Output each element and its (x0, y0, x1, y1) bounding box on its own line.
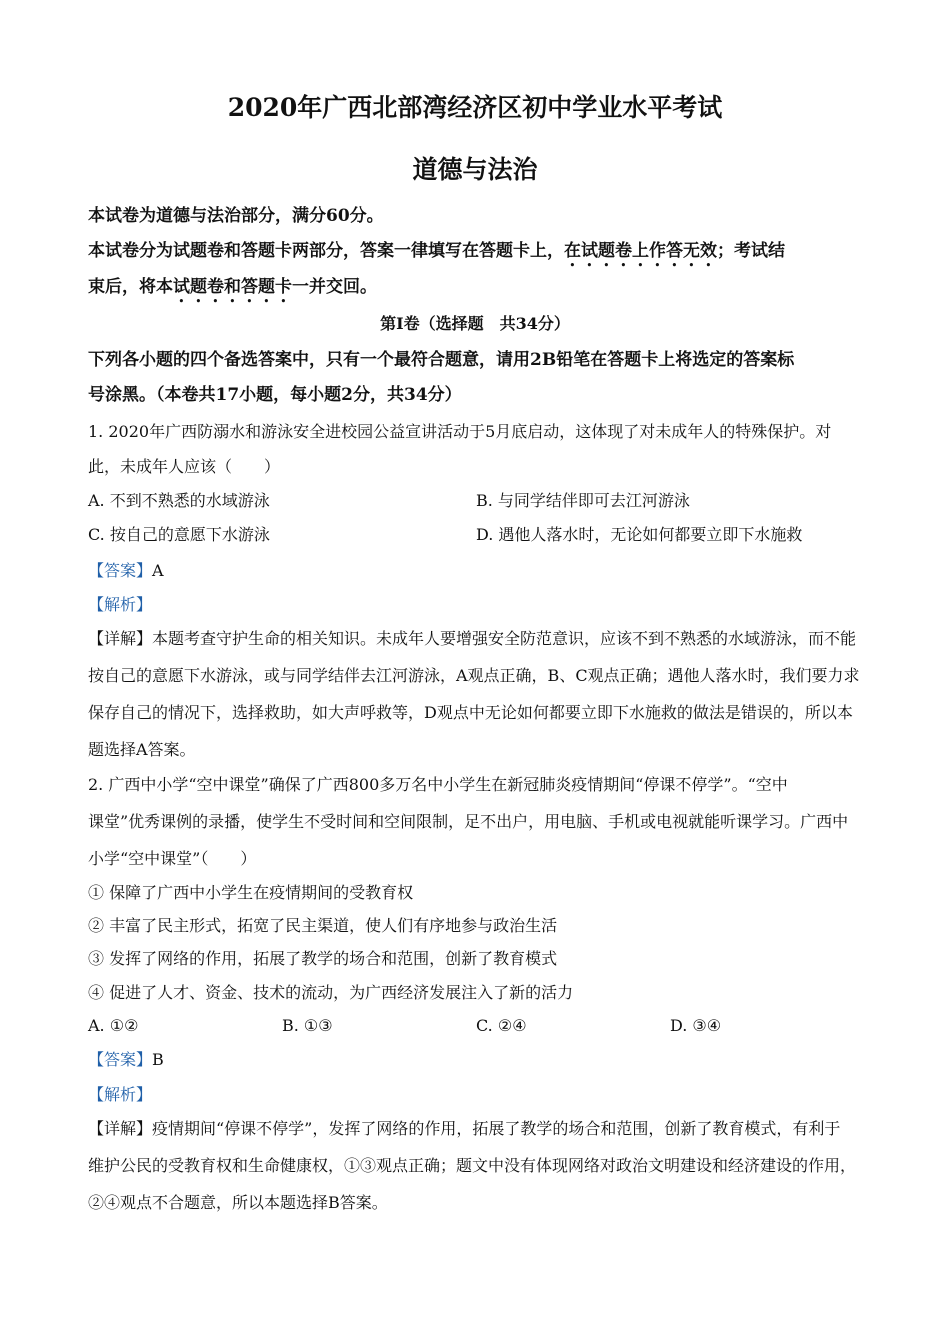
q1-detail-line-1: 【详解】本题考查守护生命的相关知识。未成年人要增强安全防范意识，应该不到不熟悉的水域游泳，而不能 (88, 629, 857, 648)
section-title: 第Ⅰ卷（选择题 共34分） (380, 314, 570, 333)
answer-label: 【答案】 (88, 561, 153, 580)
instruction-line-1: 本试卷为道德与法治部分，满分60分。 (88, 206, 384, 226)
q1-detail-line-2: 按自己的意愿下水游泳，或与同学结伴去江河游泳，A观点正确，B、C观点正确；遇他人落水时，我们要力求 (88, 666, 860, 685)
instruction-text: 束后，将本 (88, 277, 173, 297)
instruction-text: 一并交回。 (292, 277, 377, 297)
q1-stem-line-1: 1. 2020年广西防溺水和游泳安全进校园公益宣讲活动于5月底启动，这体现了对未成年人的特殊保护。对 (88, 422, 832, 441)
q2-option-b: B. ①③ (282, 1016, 333, 1035)
q2-answer (88, 1049, 868, 1071)
answer-value: A (152, 561, 164, 580)
q1-detail-line-4: 题选择A答案。 (88, 740, 196, 759)
q2-item-2: ② 丰富了民主形式，拓宽了民主渠道，使人们有序地参与政治生活 (88, 916, 558, 935)
q1-option-d: D. 遇他人落水时，无论如何都要立即下水施救 (476, 525, 803, 544)
q1-answer (88, 560, 868, 582)
q2-detail-line-1: 【详解】疫情期间“停课不停学”，发挥了网络的作用，拓展了教学的场合和范围，创新了教育模式，有利于 (88, 1119, 841, 1138)
q2-option-d: D. ③④ (670, 1016, 722, 1035)
q2-stem-line-1: 2. 广西中小学“空中课堂”确保了广西800多万名中小学生在新冠肺炎疫情期间“停课不停学”。“空中 (88, 775, 788, 794)
q2-item-1: ① 保障了广西中小学生在疫情期间的受教育权 (88, 883, 414, 902)
answer-label: 【答案】 (88, 1050, 153, 1069)
q2-option-a: A. ①② (88, 1016, 139, 1035)
q1-stem-line-2: 此，未成年人应该（ ） (88, 457, 281, 476)
instruction-line-3 (88, 276, 868, 307)
exam-title: 2020年广西北部湾经济区初中学业水平考试 (227, 93, 723, 122)
subject-title: 道德与法治 (412, 155, 538, 184)
q2-analysis-label: 【解析】 (88, 1085, 153, 1104)
q2-stem-line-2: 课堂”优秀课例的录播，使学生不受时间和空间限制，足不出户，用电脑、手机或电视就能听课学习。广西中 (88, 812, 849, 831)
q2-option-c: C. ②④ (476, 1016, 527, 1035)
section-intro-2: 号涂黑。（本卷共17小题，每小题2分，共34分） (88, 385, 462, 405)
q1-option-a: A. 不到不熟悉的水域游泳 (88, 491, 270, 510)
answer-value: B (152, 1050, 164, 1069)
q1-option-b: B. 与同学结伴即可去江河游泳 (476, 491, 690, 510)
q1-detail-line-3: 保存自己的情况下，选择救助，如大声呼救等，D观点中无论如何都要立即下水施救的做法是错误的，所以本 (88, 703, 853, 722)
q1-option-c: C. 按自己的意愿下水游泳 (88, 525, 270, 544)
instruction-text: 本试卷分为试题卷和答题卡两部分，答案一律填写在答题卡上， (88, 241, 564, 261)
q2-item-4: ④ 促进了人才、资金、技术的流动，为广西经济发展注入了新的活力 (88, 983, 574, 1002)
emphasis-text: 试题卷和答题卡 (173, 277, 292, 297)
instruction-text: ；考试结 (717, 241, 785, 261)
instruction-line-2 (88, 240, 868, 271)
q2-item-3: ③ 发挥了网络的作用，拓展了教学的场合和范围，创新了教育模式 (88, 949, 558, 968)
emphasis-text: 在试题卷上作答无效 (564, 241, 717, 261)
section-intro-1: 下列各小题的四个备选答案中，只有一个最符合题意，请用2B铅笔在答题卡上将选定的答案标 (88, 350, 795, 370)
q2-stem-line-3: 小学“空中课堂”（ ） (88, 849, 257, 868)
q2-detail-line-2: 维护公民的受教育权和生命健康权，①③观点正确；题文中没有体现网络对政治文明建设和经济建设的作用， (88, 1156, 857, 1175)
q1-analysis-label: 【解析】 (88, 595, 153, 614)
q2-detail-line-3: ②④观点不合题意，所以本题选择B答案。 (88, 1193, 388, 1212)
